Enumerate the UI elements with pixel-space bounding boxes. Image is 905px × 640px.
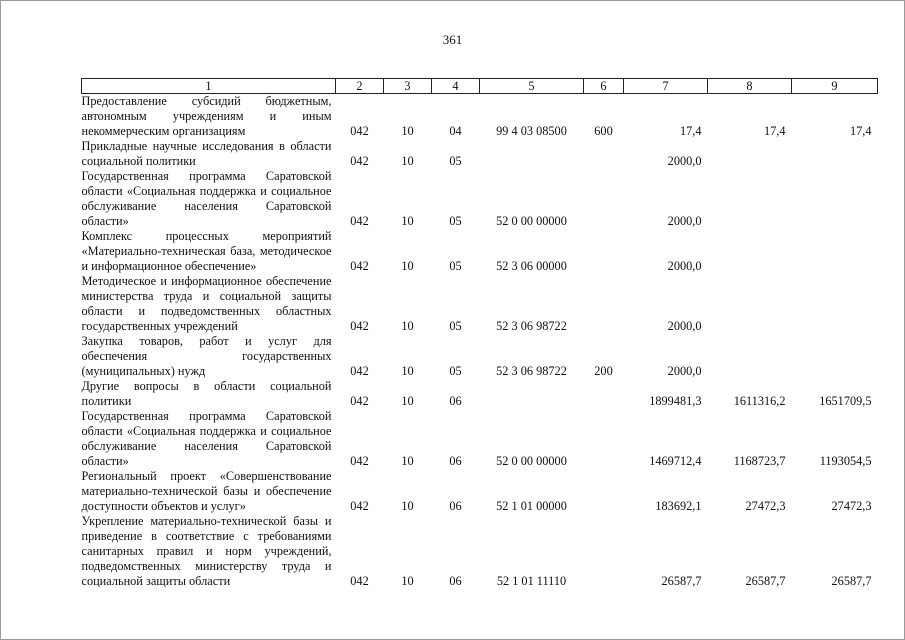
value-cell: 26587,7 xyxy=(745,574,786,588)
value-cell: 2000,0 xyxy=(667,364,702,378)
value-cell: 2000,0 xyxy=(667,154,702,168)
column-header: 9 xyxy=(792,79,878,94)
row-name-cell: Государственная программа Саратовской области «Социальная поддержка и социальное обслуживание населения Саратовской области» xyxy=(81,409,332,468)
value-cell: 06 xyxy=(449,454,462,468)
value-cell xyxy=(584,169,624,229)
value-cell: 1611316,2 xyxy=(733,394,786,408)
value-cell xyxy=(480,379,584,409)
value-cell: 10 xyxy=(401,364,414,378)
table-row xyxy=(82,274,878,334)
value-cell xyxy=(792,139,878,169)
row-name-cell: Предоставление субсидий бюджетным, автономным учреждениям и иным некоммерческим организациям xyxy=(81,94,332,138)
value-cell: 05 xyxy=(449,214,462,228)
row-name-cell: Государственная программа Саратовской области «Социальная поддержка и социальное обслуживание населения Саратовской области» xyxy=(81,169,332,228)
row-name-cell: Методическое и информационное обеспечение министерства труда и социальной защиты области и подведомственных областных государственных учреждений xyxy=(81,274,332,333)
value-cell: 042 xyxy=(350,499,369,513)
column-header: 3 xyxy=(384,79,432,94)
value-cell: 52 3 06 98722 xyxy=(496,364,567,378)
value-cell: 05 xyxy=(449,259,462,273)
value-cell: 04 xyxy=(449,124,462,138)
value-cell: 2000,0 xyxy=(667,214,702,228)
value-cell: 200 xyxy=(594,364,613,378)
value-cell: 042 xyxy=(350,259,369,273)
value-cell xyxy=(584,514,624,589)
value-cell: 52 1 01 00000 xyxy=(496,499,567,513)
value-cell xyxy=(584,379,624,409)
value-cell xyxy=(480,139,584,169)
value-cell xyxy=(792,334,878,379)
row-name-cell: Региональный проект «Совершенствование материально-технической базы и обеспечение доступности объектов и услуг» xyxy=(81,469,332,513)
value-cell: 17,4 xyxy=(849,124,872,138)
value-cell: 1899481,3 xyxy=(649,394,702,408)
value-cell: 042 xyxy=(350,214,369,228)
value-cell: 10 xyxy=(401,454,414,468)
value-cell xyxy=(708,334,792,379)
value-cell: 05 xyxy=(449,154,462,168)
value-cell xyxy=(584,469,624,514)
value-cell: 06 xyxy=(449,574,462,588)
table-header-row xyxy=(82,79,878,94)
value-cell: 17,4 xyxy=(679,124,702,138)
value-cell: 17,4 xyxy=(763,124,786,138)
value-cell: 52 0 00 00000 xyxy=(496,454,567,468)
table-row xyxy=(82,94,878,140)
row-name-cell: Комплекс процессных мероприятий «Материально-техническая база, методическое и информационное обеспечение» xyxy=(81,229,332,273)
value-cell xyxy=(708,139,792,169)
value-cell: 99 4 03 08500 xyxy=(496,124,567,138)
value-cell: 183692,1 xyxy=(655,499,702,513)
value-cell xyxy=(792,169,878,229)
value-cell: 06 xyxy=(449,394,462,408)
value-cell: 52 1 01 11110 xyxy=(496,574,567,588)
row-name-cell: Закупка товаров, работ и услуг для обеспечения государственных (муниципальных) нужд xyxy=(81,334,332,378)
value-cell: 10 xyxy=(401,574,414,588)
value-cell: 10 xyxy=(401,259,414,273)
column-header: 8 xyxy=(708,79,792,94)
value-cell xyxy=(584,139,624,169)
value-cell: 600 xyxy=(594,124,613,138)
column-header: 5 xyxy=(480,79,584,94)
value-cell: 1469712,4 xyxy=(649,454,702,468)
value-cell: 27472,3 xyxy=(831,499,872,513)
value-cell xyxy=(792,274,878,334)
table-row xyxy=(82,409,878,469)
column-header: 6 xyxy=(584,79,624,94)
value-cell: 042 xyxy=(350,574,369,588)
value-cell: 06 xyxy=(449,499,462,513)
value-cell: 52 3 06 00000 xyxy=(496,259,567,273)
value-cell: 1168723,7 xyxy=(733,454,786,468)
table-row xyxy=(82,139,878,169)
value-cell: 52 3 06 98722 xyxy=(496,319,567,333)
value-cell xyxy=(584,409,624,469)
value-cell xyxy=(708,169,792,229)
value-cell: 10 xyxy=(401,319,414,333)
page-number: 361 xyxy=(442,32,463,47)
value-cell: 26587,7 xyxy=(831,574,872,588)
value-cell: 10 xyxy=(401,394,414,408)
value-cell: 10 xyxy=(401,124,414,138)
value-cell: 042 xyxy=(350,319,369,333)
row-name-cell: Другие вопросы в области социальной политики xyxy=(81,379,332,408)
value-cell: 2000,0 xyxy=(667,319,702,333)
value-cell xyxy=(584,229,624,274)
value-cell: 52 0 00 00000 xyxy=(496,214,567,228)
value-cell: 10 xyxy=(401,214,414,228)
value-cell: 042 xyxy=(350,394,369,408)
value-cell: 26587,7 xyxy=(661,574,702,588)
table-row xyxy=(82,514,878,589)
value-cell: 10 xyxy=(401,499,414,513)
value-cell xyxy=(708,274,792,334)
value-cell: 042 xyxy=(350,124,369,138)
value-cell: 042 xyxy=(350,454,369,468)
budget-table xyxy=(81,78,878,589)
value-cell: 05 xyxy=(449,319,462,333)
row-name-cell: Прикладные научные исследования в области социальной политики xyxy=(81,139,332,168)
table-row xyxy=(82,169,878,229)
column-header: 4 xyxy=(432,79,480,94)
value-cell: 05 xyxy=(449,364,462,378)
value-cell: 042 xyxy=(350,154,369,168)
table-row xyxy=(82,229,878,274)
value-cell: 042 xyxy=(350,364,369,378)
value-cell xyxy=(584,274,624,334)
table-row xyxy=(82,379,878,409)
value-cell xyxy=(708,229,792,274)
value-cell: 2000,0 xyxy=(667,259,702,273)
row-name-cell: Укрепление материально-технической базы и приведение в соответствие с требованиями санитарных правил и норм учреждений, подведомственных министерству труда и социальной защиты области xyxy=(81,514,332,588)
column-header: 7 xyxy=(624,79,708,94)
value-cell: 10 xyxy=(401,154,414,168)
table-row xyxy=(82,334,878,379)
value-cell: 1193054,5 xyxy=(819,454,872,468)
column-header: 1 xyxy=(82,79,336,94)
value-cell: 27472,3 xyxy=(745,499,786,513)
value-cell xyxy=(792,229,878,274)
column-header: 2 xyxy=(336,79,384,94)
table-row xyxy=(82,469,878,514)
value-cell: 1651709,5 xyxy=(819,394,872,408)
